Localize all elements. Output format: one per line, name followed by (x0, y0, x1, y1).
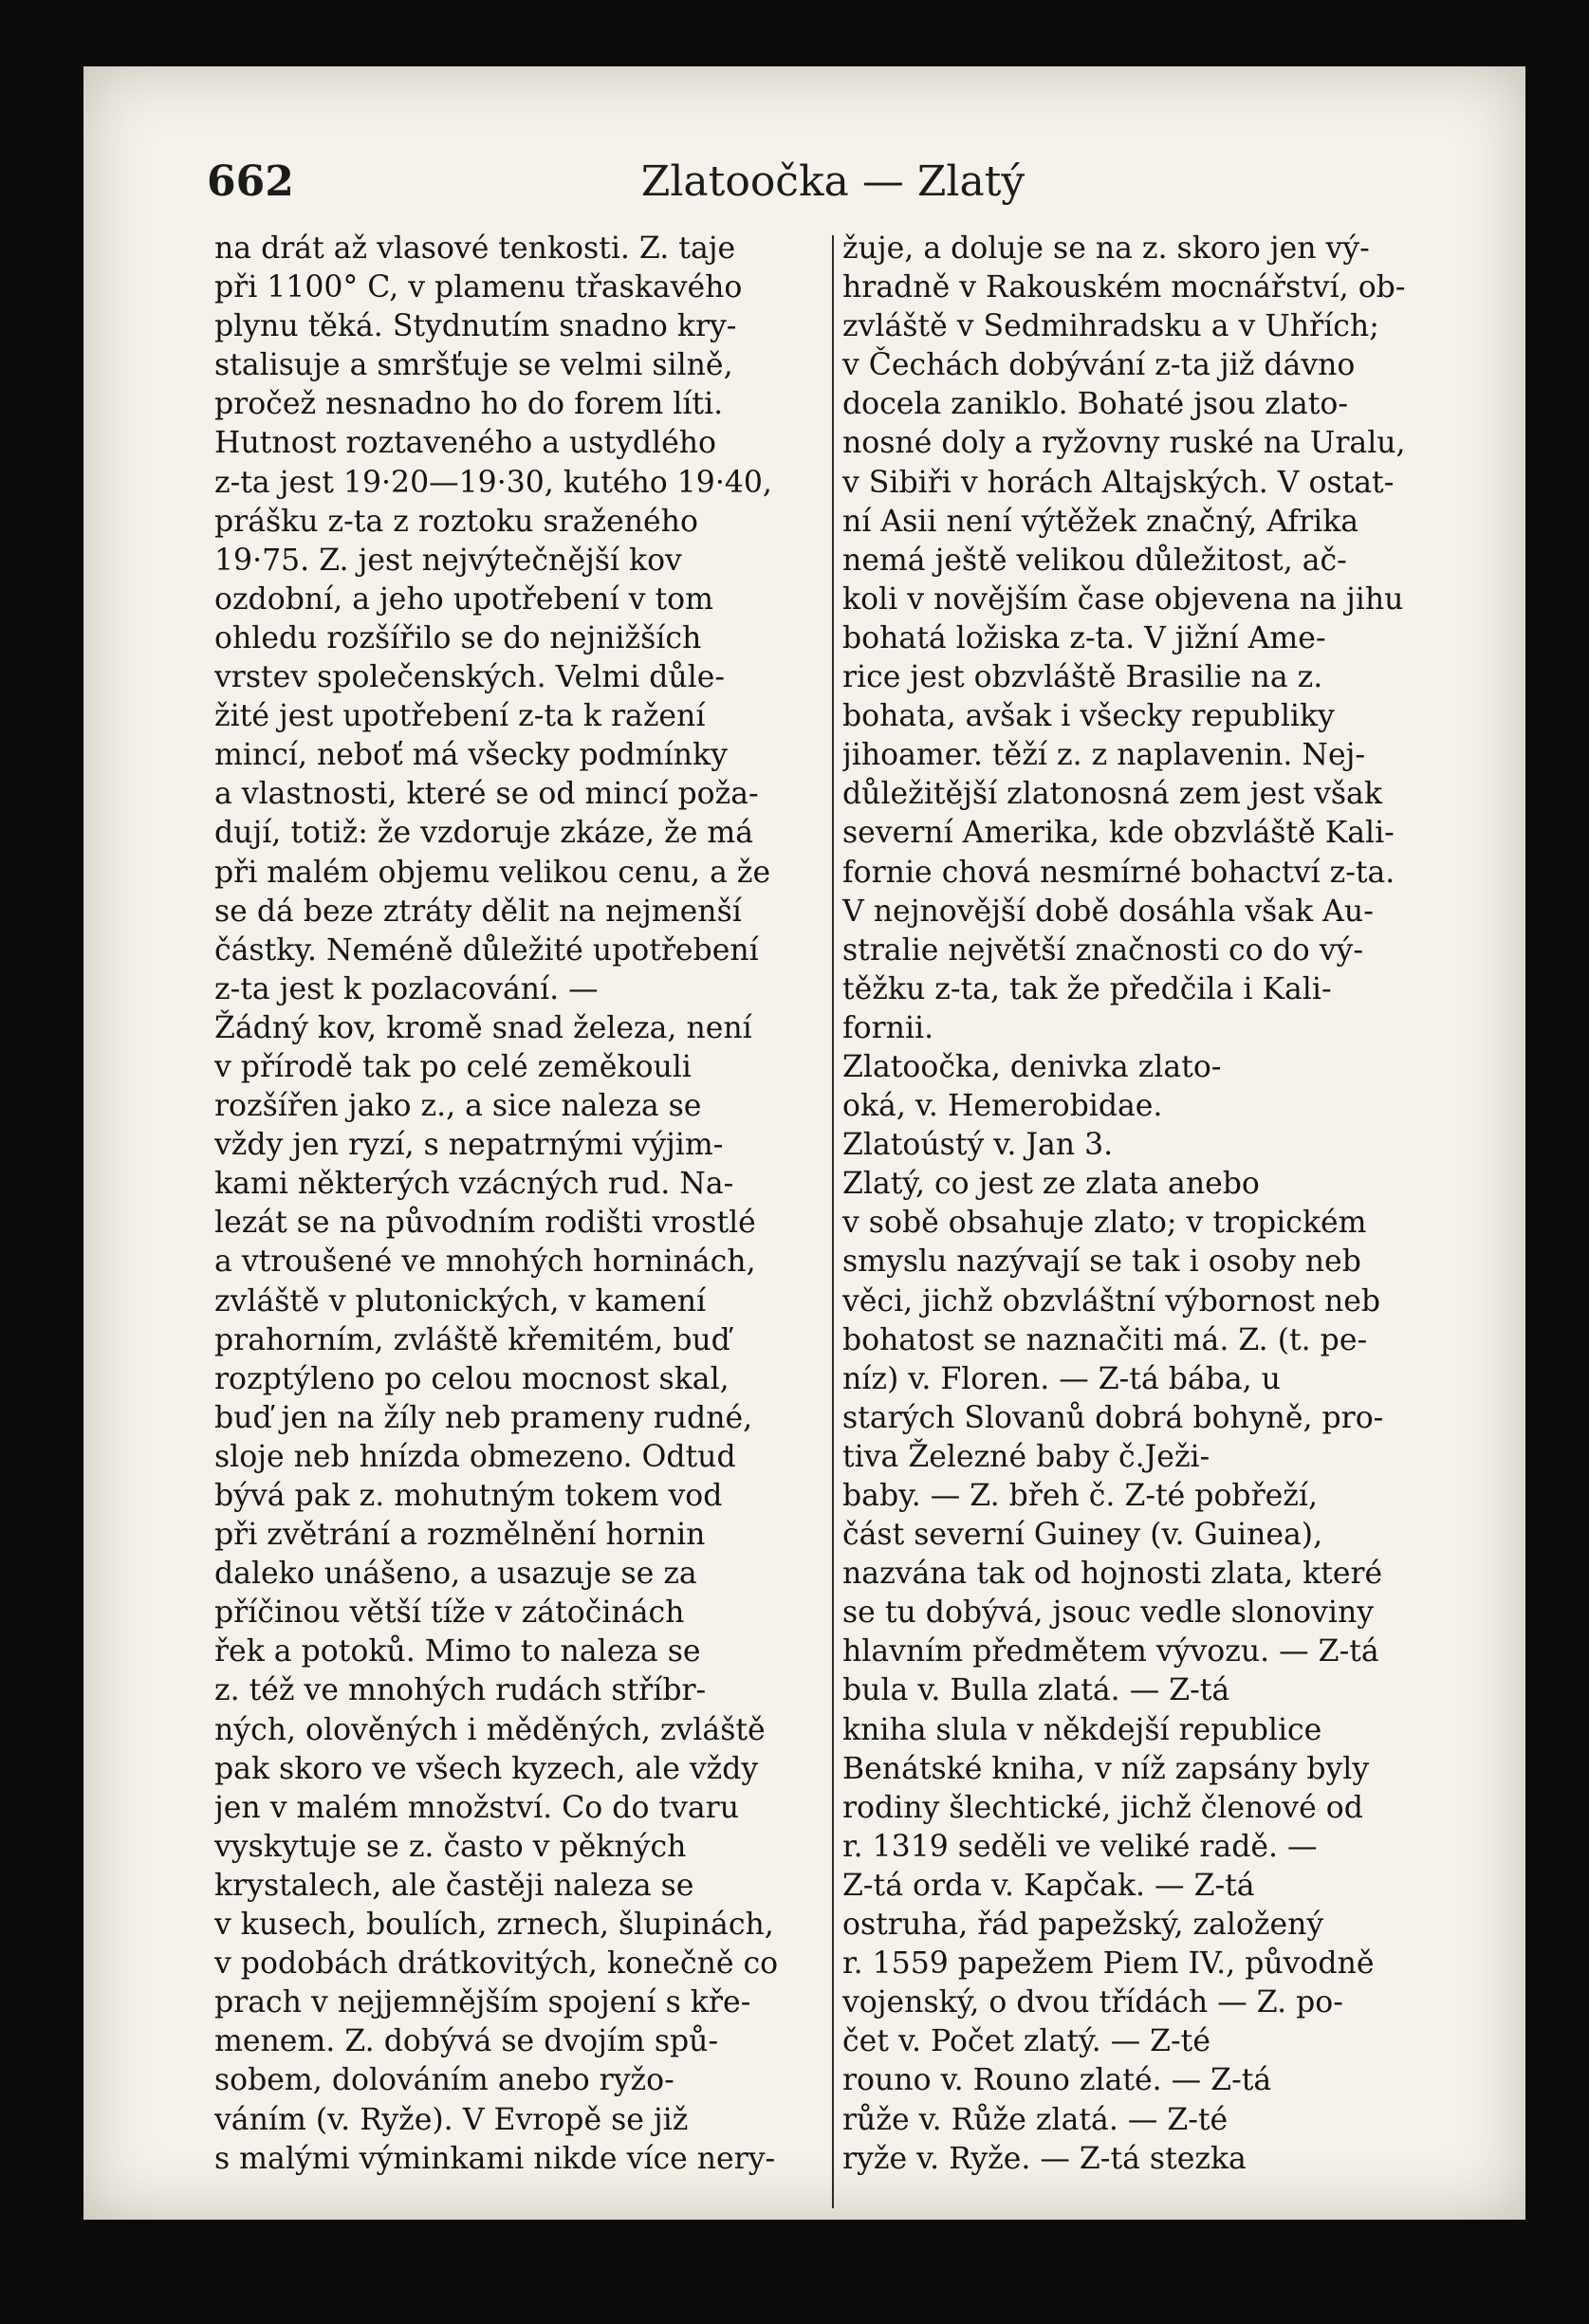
left_column-line: rozšířen jako z., a sice naleza se (214, 1089, 702, 1124)
left_column-line: pak skoro ve všech kyzech, ale vždy (214, 1751, 759, 1786)
left_column-line: buď jen na žíly neb prameny rudné, (214, 1400, 753, 1435)
left_column-line: na drát až vlasové tenkosti. Z. taje (214, 231, 736, 266)
running-head (83, 133, 1525, 218)
left_column-line: se dá beze ztráty dělit na nejmenší (214, 894, 742, 929)
left_column-line: daleko unášeno, a usazuje se za (214, 1557, 697, 1592)
right_column-line: nosné doly a ryžovny ruské na Uralu, (842, 426, 1406, 461)
right_column-line: růže v. Růže zlatá. — Z-té (842, 2102, 1229, 2137)
left_column-line: řek a potoků. Mimo to naleza se (214, 1634, 701, 1669)
left_column-line: a vlastnosti, které se od mincí poža- (214, 777, 759, 812)
left_column-line: sobem, dolováním anebo ryžo- (214, 2063, 674, 2098)
left_column-line: krystalech, ale častěji naleza se (214, 1868, 694, 1903)
left_column-line: z-ta jest k pozlacování. — (214, 971, 599, 1006)
right_column-line: starých Slovanů dobrá bohyně, pro- (842, 1400, 1384, 1435)
left_column-line: Žádný kov, kromě snad železa, není (214, 1010, 752, 1045)
left_column-line: stalisuje a smršťuje se velmi silně, (214, 348, 733, 383)
right_column-line: baby. — Z. břeh č. Z-té pobřeží, (842, 1479, 1318, 1513)
left_column-line: při zvětrání a rozmělnění hornin (214, 1518, 706, 1553)
right_column-line: zvláště v Sedmihradsku a v Uhřích; (842, 309, 1379, 344)
right_column-line: v sobě obsahuje zlato; v tropickém (842, 1206, 1367, 1241)
left_column-line: žité jest upotřebení z-ta k ražení (214, 699, 706, 734)
right_column-line: rice jest obzvláště Brasilie na z. (842, 660, 1323, 695)
left_column-line: příčinou větší tíže v zátočinách (214, 1595, 685, 1631)
left_column-line: prahorním, zvláště křemitém, buď (214, 1322, 730, 1357)
left_column-line: částky. Neméně důležité upotřebení (214, 932, 759, 968)
right_column-line: bohatost se naznačiti má. Z. (t. pe- (842, 1322, 1368, 1357)
right_column-line: r. 1559 papežem Piem IV., původně (842, 1946, 1375, 1982)
left_column-line: ných, olověných i měděných, zvláště (214, 1712, 766, 1747)
right_column-line: nazvána tak od hojnosti zlata, které (842, 1557, 1383, 1592)
book-page (83, 66, 1525, 2220)
left_column-line: zvláště v plutonických, v kamení (214, 1283, 707, 1319)
right_column-line: smyslu nazývají se tak i osoby neb (842, 1245, 1361, 1280)
left_column-line: vrstev společenských. Velmi důle- (214, 660, 726, 695)
right_column-line: Zlatý, co jest ze zlata anebo (842, 1167, 1260, 1202)
left_column-line: při malém objemu velikou cenu, a že (214, 855, 771, 890)
right_column-line: bula v. Bulla zlatá. — Z-tá (842, 1673, 1230, 1708)
right_column-line: nemá ještě velikou důležitost, ač- (842, 543, 1347, 578)
right_column-line: severní Amerika, kde obzvláště Kali- (842, 816, 1395, 851)
right_column-line: hlavním předmětem vývozu. — Z-tá (842, 1634, 1379, 1669)
left_column-line: v přírodě tak po celé zeměkouli (214, 1049, 692, 1084)
left_column-line: sloje neb hnízda obmezeno. Odtud (214, 1439, 736, 1474)
right_column-line: docela zaniklo. Bohaté jsou zlato- (842, 387, 1349, 422)
right_column-line: níz) v. Floren. — Z-tá bába, u (842, 1361, 1281, 1396)
left_column-line: v kusech, boulích, zrnech, šlupinách, (214, 1908, 774, 1943)
left_column-line: z-ta jest 19·20—19·30, kutého 19·40, (214, 465, 772, 500)
right_column-line: Benátské kniha, v níž zapsány byly (842, 1751, 1370, 1786)
left_column-line: vždy jen ryzí, s nepatrnými výjim- (214, 1128, 724, 1163)
right_column-line: část severní Guiney (v. Guinea), (842, 1518, 1323, 1553)
left_column-line: Hutnost roztaveného a ustydlého (214, 426, 717, 461)
left_column-line: pročež nesnadno ho do forem líti. (214, 387, 724, 422)
right_column-line: ní Asii není výtěžek značný, Afrika (842, 504, 1359, 539)
left_column-line: bývá pak z. mohutným tokem vod (214, 1479, 723, 1513)
left_column-line: ozdobní, a jeho upotřebení v tom (214, 581, 713, 617)
right_column-line: v Sibiři v horách Altajských. V ostat- (842, 465, 1395, 500)
right_column-line: Zlatoústý v. Jan 3. (842, 1128, 1114, 1163)
right_column-line: oká, v. Hemerobidae. (842, 1089, 1163, 1124)
right_column-line: v Čechách dobývání z-ta již dávno (842, 348, 1356, 383)
left_column-line: ohledu rozšířilo se do nejnižších (214, 620, 702, 655)
left_column-line: mincí, neboť má všecky podmínky (214, 738, 728, 773)
right_column-line: fornie chová nesmírné bohactví z-ta. (842, 855, 1395, 890)
right_column-line: kniha slula v někdejší republice (842, 1712, 1322, 1747)
page-title: Zlatoočka — Zlatý (640, 157, 1025, 206)
left_column-line: jen v malém množství. Co do tvaru (214, 1790, 740, 1825)
right_column-line: Z-tá orda v. Kapčak. — Z-tá (842, 1868, 1255, 1903)
left_column-line: při 1100° C, v plamenu třaskavého (214, 270, 743, 305)
right_column-line: ostruha, řád papežský, založený (842, 1908, 1324, 1943)
right_column-line: hradně v Rakouském mocnářství, ob- (842, 270, 1406, 305)
right-column (842, 230, 1459, 2179)
right_column-line: V nejnovější době dosáhla však Au- (842, 894, 1374, 929)
right_column-line: rouno v. Rouno zlaté. — Z-tá (842, 2063, 1272, 2098)
left_column-line: dují, totiž: že vzdoruje zkáze, že má (214, 816, 754, 851)
right_column-line: ryže v. Ryže. — Z-tá stezka (842, 2141, 1247, 2176)
column-divider (832, 235, 834, 2208)
page-number: 662 (207, 157, 294, 206)
left_column-line: z. též ve mnohých rudách stříbr- (214, 1673, 707, 1708)
right_column-line: čet v. Počet zlatý. — Z-té (842, 2024, 1210, 2059)
right_column-line: žuje, a doluje se na z. skoro jen vý- (842, 231, 1370, 266)
right_column-line: stralie největší značnosti co do vý- (842, 932, 1363, 968)
left_column-line: 19·75. Z. jest nejvýtečnější kov (214, 543, 682, 578)
right_column-line: koli v novějším čase objevena na jihu (842, 581, 1404, 617)
left_column-line: s malými výminkami nikde více nery- (214, 2141, 776, 2176)
right_column-line: těžku z-ta, tak že předčila i Kali- (842, 971, 1332, 1006)
right_column-line: se tu dobývá, jsouc vedle slonoviny (842, 1595, 1375, 1631)
right_column-line: bohatá ložiska z-ta. V jižní Ame- (842, 620, 1326, 655)
right_column-line: fornii. (842, 1010, 934, 1045)
right_column-line: bohata, avšak i všecky republiky (842, 699, 1335, 734)
right_column-line: tiva Železné baby č.Ježi- (842, 1439, 1210, 1474)
left_column-line: v podobách drátkovitých, konečně co (214, 1946, 779, 1982)
right_column-line: jihoamer. těží z. z naplavenin. Nej- (842, 738, 1366, 773)
left_column-line: a vtroušené ve mnohých horninách, (214, 1245, 756, 1280)
left_column-line: menem. Z. dobývá se dvojím spů- (214, 2024, 719, 2059)
left_column-line: prach v nejjemnějším spojení s kře- (214, 1985, 751, 2020)
right_column-line: Zlatoočka, denivka zlato- (842, 1049, 1222, 1084)
left_column-line: rozptýleno po celou mocnost skal, (214, 1361, 730, 1396)
right_column-line: věci, jichž obzvláštní výbornost neb (842, 1283, 1381, 1319)
right_column-line: rodiny šlechtické, jichž členové od (842, 1790, 1363, 1825)
left_column-line: lezát se na původním rodišti vrostlé (214, 1206, 756, 1241)
left-column (214, 230, 831, 2179)
left_column-line: vyskytuje se z. často v pěkných (214, 1829, 687, 1864)
left_column-line: kami některých vzácných rud. Na- (214, 1167, 734, 1202)
left_column-line: prášku z-ta z roztoku sraženého (214, 504, 698, 539)
right_column-line: r. 1319 seděli ve veliké radě. — (842, 1829, 1318, 1864)
right_column-line: vojenský, o dvou třídách — Z. po- (842, 1985, 1343, 2020)
right_column-line: důležitější zlatonosná zem jest však (842, 777, 1382, 812)
left_column-line: plynu těká. Stydnutím snadno kry- (214, 309, 737, 344)
left_column-line: váním (v. Ryže). V Evropě se již (214, 2102, 689, 2137)
